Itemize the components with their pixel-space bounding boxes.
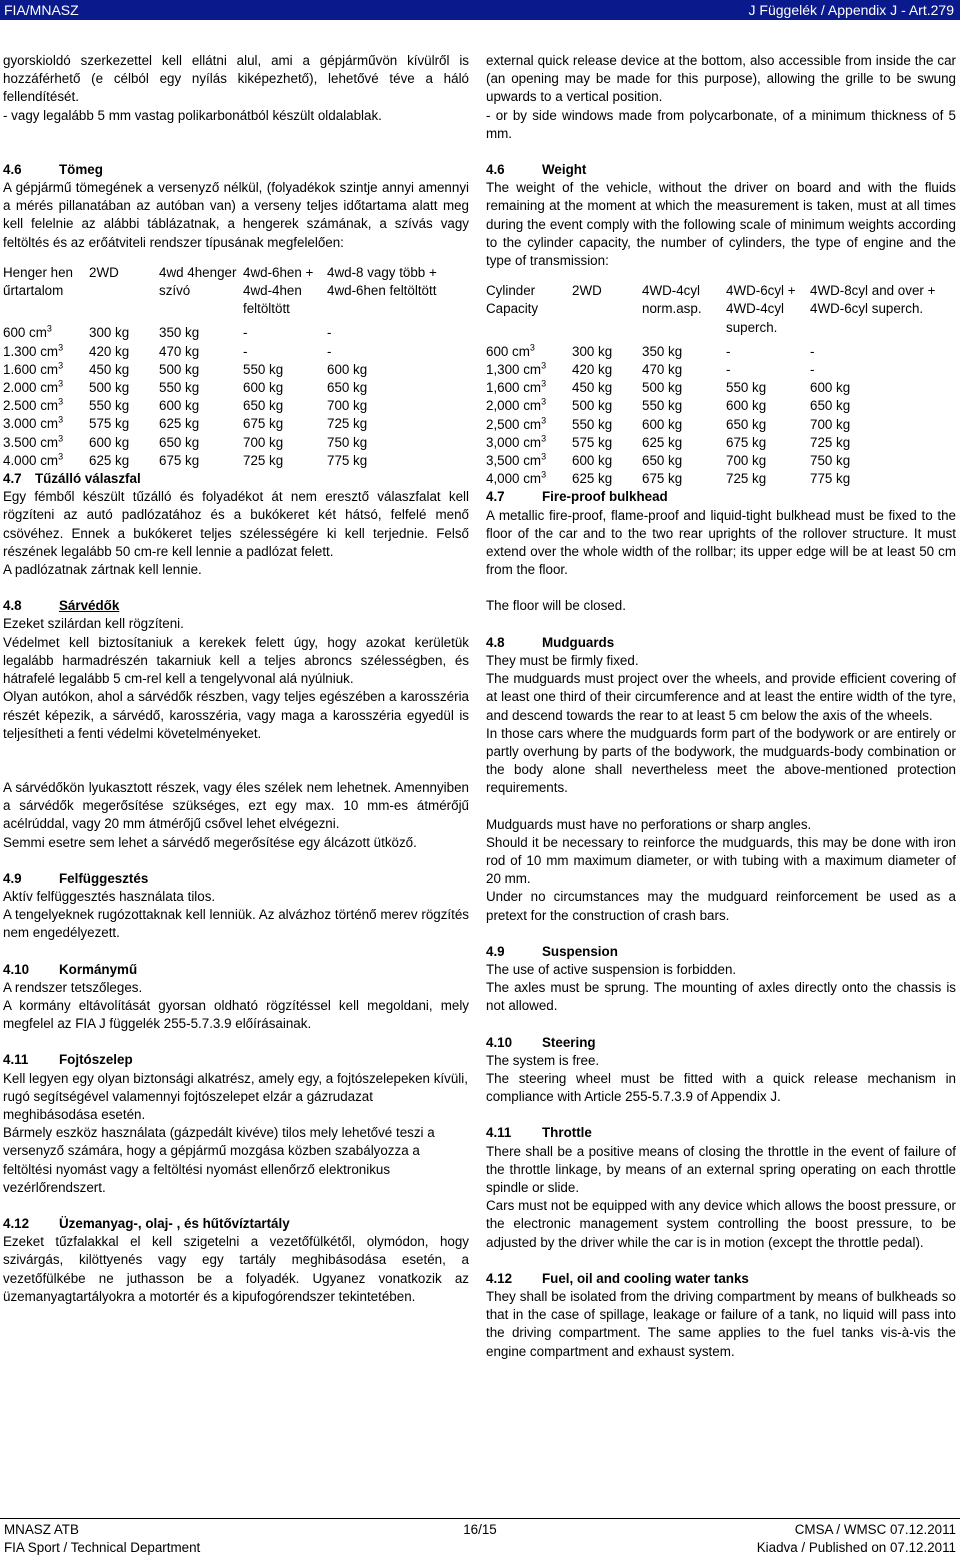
en-s411-p1: There shall be a positive means of closing the throttle in the event of failure of the throttle linkage, by means of an external spring operating on each throttle spindle or slide. [486, 1143, 956, 1195]
weight-cell: 575 kg [89, 416, 130, 432]
section-number: 4.11 [3, 1052, 29, 1068]
unit-superscript: 3 [46, 323, 52, 334]
weight-cell: 675 kg [243, 416, 284, 432]
hu-s411-p2: Bármely eszköz használata (gázpedált kivéve) tilos mely lehetővé teszi a versenyző számára, hogy a gépjármű mozgása közben szabályozza a feltöltési nyomást vagy a feltöltési nyomást ellenőrző elektronikus vezérlőrendszert. [3, 1125, 435, 1195]
capacity-cell: 1.300 $cm^3$ [3, 342, 64, 359]
weight-cell: 725 kg [327, 416, 368, 432]
weight-cell: 550 kg [243, 361, 284, 377]
weight-cell: 750 kg [810, 453, 851, 469]
weight-cell: 575 kg [572, 434, 613, 450]
weight-cell: 725 kg [243, 452, 284, 468]
unit-superscript: 3 [58, 342, 64, 353]
column-english [486, 52, 956, 1361]
en-s49-p2: The axles must be sprung. The mounting of axles directly onto the chassis is not allowed. [486, 980, 956, 1014]
section-number: 4.10 [3, 961, 30, 977]
hu-s48-heading [3, 597, 469, 615]
table-row [486, 416, 956, 434]
column-header: 4WD-4cyl norm.asp. [642, 283, 702, 317]
capacity-cell: 2.500 $cm^3$ [3, 396, 64, 414]
capacity-cell: 3,000 $cm^3$ [486, 433, 547, 450]
en-s48-p4: Mudguards must have no perforations or sharp angles. [486, 816, 812, 832]
weight-cell: 700 kg [810, 416, 851, 432]
capacity-cell: 2.000 $cm^3$ [3, 378, 64, 396]
weight-cell: 650 kg [726, 416, 767, 432]
section-number: 4.6 [486, 162, 505, 178]
unit-superscript: 3 [541, 433, 547, 444]
table-row [3, 361, 469, 379]
section-title: Fuel, oil and cooling water tanks [542, 1270, 749, 1286]
weight-cell: 600 kg [89, 434, 130, 450]
unit-superscript: 3 [58, 433, 64, 444]
weight-cell: 725 kg [726, 471, 767, 487]
weight-cell: 700 kg [726, 453, 767, 469]
section-title: Fojtószelep [59, 1052, 133, 1068]
en-s47-heading [486, 488, 956, 506]
column-header: Cylinder Capacity [486, 283, 539, 317]
section-title: Steering [542, 1034, 596, 1050]
capacity-cell: 1,300 $cm^3$ [486, 360, 547, 378]
hu-s48-p5: Semmi esetre sem lehet a sárvédő megerősítése egy álcázott ütköző. [3, 834, 417, 850]
hu-s48-p4: A sárvédőkön lyukasztott részek, vagy éles szélek nem lehetnek. Amennyiben a sárvédők megerősítése szükséges, ezt egy max. 10 mm-es átmérőjű acélrúddal, vagy 20 mm átmérőjű csővel lehet elvégezni. [3, 779, 469, 832]
unit-superscript: 3 [541, 469, 547, 480]
weight-cell: 420 kg [572, 362, 613, 378]
en-s49-heading [486, 943, 956, 961]
hu-s411-p1: Kell legyen egy olyan biztonsági alkatrész, amely egy, a fojtószelepeken kívüli, rugó segítségével valamennyi fojtószelepet elzár a gázrudazat meghibásodása esetén. [3, 1070, 468, 1122]
weight-cell: 600 kg [642, 416, 683, 432]
page-number: 16/15 [463, 1522, 497, 1537]
en-s47-text2: The floor will be closed. [486, 598, 626, 614]
table-row [486, 397, 956, 415]
footer-left-1: MNASZ ATB [4, 1522, 79, 1537]
table-row [3, 379, 469, 397]
hu-s410-p2: A kormány eltávolítását gyorsan oldható rögzítéssel kell megoldani, mely megfelel az FIA J függelék 255-5.7.3.9 előírásainak. [3, 997, 469, 1032]
section-number: 4.9 [3, 870, 22, 886]
table-row [486, 452, 956, 470]
section-title: Throttle [542, 1125, 592, 1141]
weight-cell: 550 kg [89, 398, 130, 414]
section-number: 4.11 [486, 1125, 512, 1141]
hu-s48-p2: Védelmet kell biztosítaniuk a kerekek felett úgy, hogy azokat kerületük legalább harmadrészén takarniuk kell a teljes abroncs szélességben, és hátrafelé legalább 5 cm-rel kell a tengelyvonal alá nyúlniuk. [3, 634, 469, 687]
weight-cell: - [810, 362, 815, 378]
section-number: 4.10 [486, 1034, 513, 1050]
hu-s411-heading [3, 1051, 469, 1069]
en-s48-p3: In those cars where the mudguards form part of the bodywork or are entirely or partly overhung by parts of the bodywork, the mudguards-body combination or the body alone shall nevertheless meet the above-mentioned protection requirements. [486, 725, 956, 796]
weight-cell: 775 kg [810, 471, 851, 487]
weight-cell: 600 kg [327, 361, 368, 377]
weight-cell: 600 kg [726, 398, 767, 414]
hu-s46-text: A gépjármű tömegének a versenyző nélkül, (folyadékok szintje annyi amennyi a mérés pillanatában az autóban van) a verseny teljes időtartama alatt meg kell felelnie az alábbi táblázatnak, a hengerek számának, a szívás vagy feltöltés és az erőátviteli rendszer típusának megfelelően: [3, 180, 469, 250]
table-header [3, 264, 469, 319]
table-header [486, 282, 956, 337]
weight-cell: 750 kg [327, 434, 368, 450]
hu-s47-heading [3, 470, 469, 488]
en-s410-p1: The system is free. [486, 1052, 600, 1068]
en-s49-p1: The use of active suspension is forbidden. [486, 961, 737, 977]
weight-cell: 675 kg [726, 434, 767, 450]
section-title: Felfüggesztés [59, 870, 149, 886]
section-title: Üzemanyag-, olaj- , és hűtővíztartály [59, 1215, 290, 1231]
capacity-cell: 1.600 $cm^3$ [3, 360, 64, 377]
weight-cell: - [243, 343, 248, 359]
table-row [3, 397, 469, 415]
en-s412-p1: They shall be isolated from the driving compartment by means of bulkheads so that in the case of spillage, leakage or failure of a tank, no liquid will pass into the driving compartment. The same applies to the fuel tanks vis-à-vis the engine compartment and exhaust system. [486, 1288, 956, 1359]
weight-cell: 650 kg [810, 398, 851, 414]
capacity-cell: 2,000 $cm^3$ [486, 396, 547, 414]
section-number: 4.8 [486, 634, 505, 650]
table-row [486, 361, 956, 379]
section-title: Sárvédők [59, 598, 120, 614]
en-s48-p6: Under no circumstances may the mudguard reinforcement be used as a pretext for the construction of crash bars. [486, 889, 956, 923]
weight-cell: 550 kg [159, 380, 200, 396]
en-intro: external quick release device at the bottom, also accessible from inside the car (an opening may be made for this purpose), allowing the grille to be swung upwards to a vertical position. - or by side windows made from polycarbonate, of a minimum thickness of 5 mm. [486, 53, 956, 141]
en-weight-table [486, 282, 956, 488]
en-s46-text: The weight of the vehicle, without the driver on board and with the fluids remaining at the moment at which the measurement is taken, must at all times during the event comply with the following scale of minimum weights according to the cylinder capacity, the number of cylinders, the type of engine and the type of transmission: [486, 180, 956, 269]
table-row [486, 343, 956, 361]
column-header: Henger hen űrtartalom [3, 264, 73, 299]
column-header: 4wd 4henger szívó [159, 264, 237, 299]
en-s47-text: A metallic fire-proof, flame-proof and liquid-tight bulkhead must be fixed to the floor of the car and to the two rear uprights of the rollover structure. It must extend over the whole width of the rollbar; its upper edge will be at least 50 cm from the floor. [486, 507, 956, 578]
capacity-cell: 2,500 $cm^3$ [486, 415, 547, 432]
table-row [3, 415, 469, 433]
weight-cell: 550 kg [642, 398, 683, 414]
weight-cell: 600 kg [159, 398, 200, 414]
hu-s47-text2: A padlózatnak zártnak kell lennie. [3, 562, 202, 578]
weight-cell: 420 kg [89, 343, 130, 359]
en-s48-p2: The mudguards must project over the wheels, and provide efficient covering of at least one third of their circumference and at least the entire width of the tyre, and descend towards the rear to at least 5 cm below the axis of the wheels. [486, 671, 956, 723]
section-title: Suspension [542, 943, 618, 959]
unit-superscript: 3 [58, 396, 64, 407]
column-header: 4WD-8cyl and over + 4WD-6cyl superch. [810, 283, 936, 317]
section-number: 4.12 [486, 1270, 513, 1286]
section-title: Fire-proof bulkhead [542, 489, 668, 505]
section-number: 4.6 [3, 161, 22, 177]
en-s46-heading [486, 161, 956, 179]
weight-cell: 700 kg [327, 398, 368, 414]
unit-superscript: 3 [541, 360, 547, 371]
table-row [486, 434, 956, 452]
table-row [486, 379, 956, 397]
weight-cell: 725 kg [810, 434, 851, 450]
unit-superscript: 3 [58, 414, 64, 425]
hu-s410-heading [3, 961, 469, 979]
section-number: 4.12 [3, 1215, 30, 1231]
header-bar [0, 0, 960, 20]
weight-cell: 625 kg [159, 416, 200, 432]
capacity-cell: 1,600 $cm^3$ [486, 378, 547, 396]
unit-superscript: 3 [58, 378, 64, 389]
weight-cell: 775 kg [327, 452, 368, 468]
column-header: 2WD [572, 283, 602, 299]
hu-intro: gyorskioldó szerkezettel kell ellátni alul, ami a gépjárművön kívülről is hozzáférhető (e célból egy nyílás kiképezhető), lehetővé téve a háló fellendítését. - vagy legalább 5 mm vastag polikarbonátból készült oldalablak. [3, 53, 469, 123]
hu-s412-p1: Ezeket tűzfalakkal el kell szigetelni a vezetőfülkétől, olymódon, hogy szivárgás, kilöttyenés vagy egy tartály meghibásodása esetén, a vezetőfülkébe ne juthasson be a folyadék. Ugyanez vonatkozik az üzemanyagtartályokra a motortér és a kipufogórendszer tekintetében. [3, 1234, 469, 1304]
capacity-cell: 3.500 $cm^3$ [3, 433, 64, 450]
en-s410-p2: The steering wheel must be fitted with a quick release mechanism in compliance with Article 255-5.7.3.9 of Appendix J. [486, 1070, 956, 1105]
en-s411-heading [486, 1124, 956, 1142]
unit-superscript: 3 [58, 360, 64, 371]
hu-s46-heading [3, 161, 469, 179]
weight-cell: 675 kg [159, 452, 200, 468]
en-s48-heading [486, 634, 956, 652]
footer-right-1: CMSA / WMSC 07.12.2011 [794, 1522, 956, 1537]
weight-cell: 625 kg [89, 452, 130, 468]
footer-left-2: FIA Sport / Technical Department [4, 1540, 201, 1555]
column-header: 4wd-8 vagy több + 4wd-6hen feltöltött [327, 264, 437, 299]
hu-s47-text: Egy fémből készült tűzálló és folyadékot át nem eresztő válaszfalat kell rögzíteni az autó padlózatához és a bukókeret két hátsó, felfelé menő csövéhez. Ennek a bukókeret teljes szélességére ki kell terjednie. Felső részének legalább 50 cm-re kell lennie a padlózat felett. [3, 489, 469, 559]
unit-superscript: 3 [58, 451, 64, 462]
section-number: 4.9 [486, 943, 505, 959]
weight-cell: 625 kg [642, 434, 683, 450]
weight-cell: 550 kg [726, 380, 767, 396]
weight-cell: - [726, 343, 731, 359]
weight-cell: 625 kg [572, 471, 613, 487]
hu-s410-p1: A rendszer tetszőleges. [3, 979, 143, 995]
hu-s48-p1: Ezeket szilárdan kell rögzíteni. [3, 616, 184, 632]
table-row [3, 324, 469, 342]
header-right: J Függelék / Appendix J - Art.279 [748, 2, 954, 18]
weight-cell: 650 kg [327, 380, 368, 396]
capacity-cell: 3,500 $cm^3$ [486, 451, 547, 469]
weight-cell: 500 kg [572, 398, 613, 414]
capacity-cell: 3.000 $cm^3$ [3, 414, 64, 432]
section-title: Weight [542, 162, 587, 178]
hu-s412-heading [3, 1215, 469, 1233]
weight-cell: 470 kg [642, 362, 683, 378]
en-s411-p2: Cars must not be equipped with any device which allows the boost pressure, or the electronic management system controlling the boost pressure, to be adjusted by the driver while the car is in motion (except the throttle pedal). [486, 1198, 956, 1250]
weight-cell: 450 kg [572, 380, 613, 396]
column-header: 4WD-6cyl + 4WD-4cyl superch. [726, 283, 796, 335]
weight-cell: 470 kg [159, 343, 200, 359]
section-title: Kormánymű [59, 961, 138, 977]
section-title: Tömeg [59, 161, 103, 177]
capacity-cell: 600 $cm^3$ [486, 342, 535, 359]
weight-cell: 600 kg [243, 380, 284, 396]
en-s412-heading [486, 1270, 956, 1288]
weight-cell: 350 kg [159, 325, 200, 341]
unit-superscript: 3 [529, 342, 535, 353]
unit-superscript: 3 [541, 451, 547, 462]
hu-s49-p1: Aktív felfüggesztés használata tilos. [3, 888, 216, 904]
unit-superscript: 3 [541, 396, 547, 407]
table-row [3, 452, 469, 470]
section-title: Tűzálló válaszfal [35, 471, 141, 487]
en-s410-heading [486, 1034, 956, 1052]
column-header: 4wd-6hen + 4wd-4hen feltöltött [243, 264, 314, 317]
en-s48-p5: Should it be necessary to reinforce the mudguards, this may be done with iron rod of 10 mm maximum diameter, or with tubing with a maximum diameter of 20 mm. [486, 834, 956, 887]
weight-cell: 700 kg [243, 434, 284, 450]
weight-cell: 550 kg [572, 416, 613, 432]
capacity-cell: 4.000 $cm^3$ [3, 451, 64, 468]
hu-s49-heading [3, 870, 469, 888]
section-number: 4.7 [486, 489, 505, 505]
unit-superscript: 3 [541, 378, 547, 389]
footer-right-2: Kiadva / Published on 07.12.2011 [756, 1540, 956, 1555]
en-s48-p1: They must be firmly fixed. [486, 652, 639, 668]
weight-cell: 350 kg [642, 343, 683, 359]
weight-cell: - [327, 325, 332, 341]
weight-cell: 300 kg [89, 325, 130, 341]
weight-cell: - [810, 343, 815, 359]
column-header: 2WD [89, 264, 119, 280]
page-footer [0, 1521, 960, 1557]
weight-cell: 650 kg [642, 453, 683, 469]
section-number: 4.7 [3, 471, 22, 487]
header-left: FIA/MNASZ [4, 2, 79, 18]
section-title: Mudguards [542, 634, 615, 650]
hu-s48-p3: Olyan autókon, ahol a sárvédők részben, vagy teljes egészében a karosszéria részét képezik, a sárvédő, karosszéria, vagy maga a karosszéria egyedül is teljesítheti a fenti védelmi követelményeket. [3, 689, 469, 741]
table-row [486, 470, 956, 488]
weight-cell: 450 kg [89, 361, 130, 377]
weight-cell: 300 kg [572, 343, 613, 359]
footer-divider [0, 1518, 960, 1519]
capacity-cell: 600 $cm^3$ [3, 323, 52, 341]
table-row [3, 343, 469, 361]
weight-cell: 500 kg [642, 380, 683, 396]
capacity-cell: 4,000 $cm^3$ [486, 469, 547, 487]
section-number: 4.8 [3, 598, 22, 614]
weight-cell: 650 kg [159, 434, 200, 450]
weight-cell: 500 kg [159, 361, 200, 377]
hu-weight-table [3, 264, 469, 470]
weight-cell: 600 kg [572, 453, 613, 469]
column-hungarian [3, 52, 469, 1361]
weight-cell: - [726, 362, 731, 378]
weight-cell: 675 kg [642, 471, 683, 487]
table-row [3, 434, 469, 452]
weight-cell: 600 kg [810, 380, 851, 396]
weight-cell: - [327, 343, 332, 359]
hu-s49-p2: A tengelyeknek rugózottaknak kell lenniük. Az alvázhoz történő merev rögzítés nem engedélyezett. [3, 907, 469, 941]
weight-cell: - [243, 325, 248, 341]
weight-cell: 650 kg [243, 398, 284, 414]
weight-cell: 500 kg [89, 380, 130, 396]
unit-superscript: 3 [541, 415, 547, 426]
